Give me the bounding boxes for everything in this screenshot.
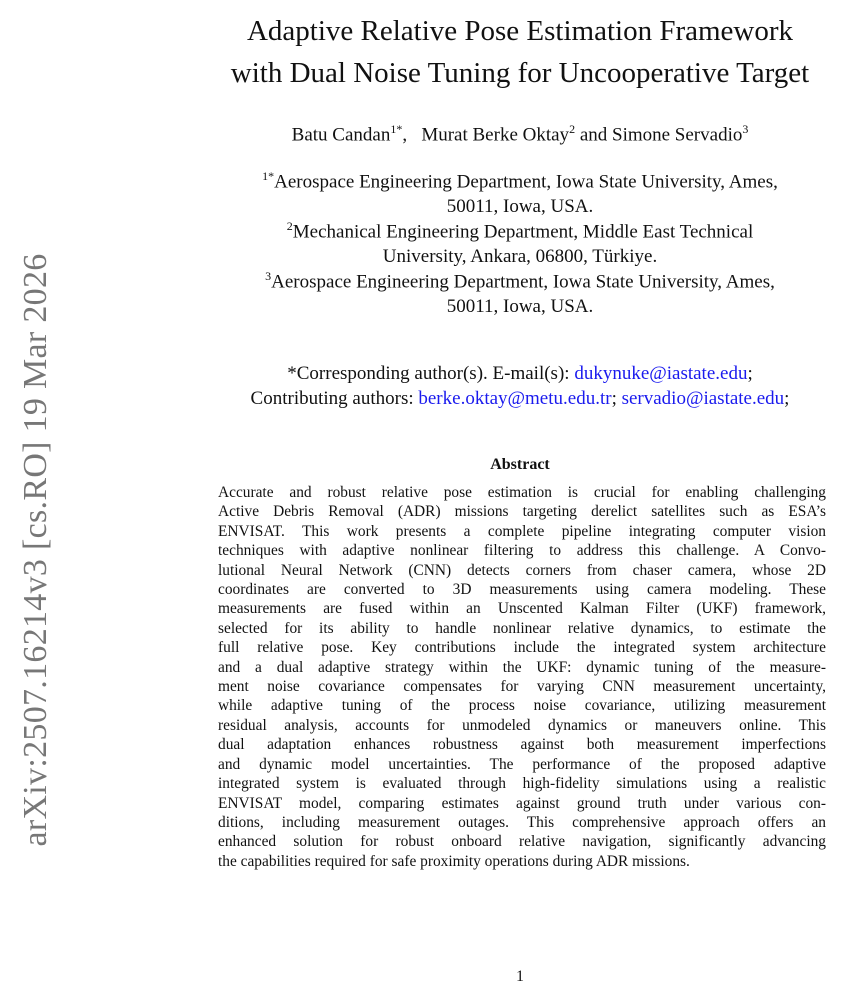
abstract-line: full relative pose. Key contributions include the integrated system architecture bbox=[218, 639, 826, 657]
affiliation bbox=[200, 264, 840, 319]
abstract-line: ENVISAT model, comparing estimates against ground truth under various con- bbox=[218, 794, 826, 812]
affiliation-mark: 1* bbox=[262, 169, 275, 183]
abstract-line: dual adaptation enhances robustness against both measurement imperfections bbox=[218, 736, 826, 754]
affiliation-mark: 2 bbox=[286, 219, 293, 233]
author-separator: , bbox=[402, 124, 408, 146]
contributing-authors-label: Contributing authors: bbox=[250, 388, 414, 409]
correspondence-block bbox=[200, 361, 840, 411]
affiliation bbox=[200, 164, 840, 219]
affiliation-mark: 3 bbox=[265, 269, 272, 283]
abstract-line: and dynamic model uncertainties. The performance of the proposed adaptive bbox=[218, 755, 826, 773]
abstract-line: selected for its ability to handle nonlinear relative dynamics, to estimate the bbox=[218, 619, 826, 637]
abstract-line: lutional Neural Network (CNN) detects corners from chaser camera, whose 2D bbox=[218, 561, 826, 579]
abstract-line: while adaptive tuning of the process noise covariance, utilizing measurement bbox=[218, 697, 826, 715]
affiliation-line: University, Ankara, 06800, Türkiye. bbox=[382, 246, 658, 268]
author-name: Batu Candan bbox=[291, 124, 391, 146]
abstract-line: ENVISAT. This work presents a complete pipeline integrating computer vision bbox=[218, 522, 826, 540]
contributing-email-link[interactable]: berke.oktay@metu.edu.tr bbox=[418, 388, 612, 409]
arxiv-identifier-stamp: arXiv:2507.16214v3 [cs.RO] 19 Mar 2026 bbox=[17, 253, 54, 847]
abstract-heading: Abstract bbox=[490, 456, 550, 473]
email-separator: ; bbox=[611, 388, 617, 409]
author-name: Murat Berke Oktay bbox=[421, 124, 570, 146]
paper-title-line-2: with Dual Noise Tuning for Uncooperative Target bbox=[230, 57, 810, 89]
abstract-line: the capabilities required for safe proximity operations during ADR missions. bbox=[218, 852, 690, 870]
abstract-line: Accurate and robust relative pose estimation is crucial for enabling challenging bbox=[218, 484, 826, 501]
affiliation-line: Aerospace Engineering Department, Iowa State University, Ames, bbox=[274, 171, 778, 193]
abstract-line: techniques with adaptive nonlinear filtering to address this challenge. A Convo- bbox=[218, 542, 826, 560]
author-name: Simone Servadio bbox=[612, 124, 743, 146]
author-separator: and bbox=[579, 124, 608, 146]
affiliation-line: Mechanical Engineering Department, Middle East Technical bbox=[292, 221, 754, 243]
abstract-line: enhanced solution for robust onboard relative navigation, significantly advancing bbox=[218, 833, 826, 851]
contributing-email-link[interactable]: servadio@iastate.edu bbox=[621, 388, 785, 409]
abstract-line: measurements are fused within an Unscented Kalman Filter (UKF) framework, bbox=[218, 600, 826, 618]
abstract-line: coordinates are converted to 3D measurements using camera modeling. These bbox=[218, 581, 826, 599]
page-number: 1 bbox=[516, 968, 524, 985]
affiliation-line: 50011, Iowa, USA. bbox=[446, 296, 594, 318]
paper-title-line-1: Adaptive Relative Pose Estimation Framework bbox=[246, 15, 794, 47]
abstract-line: Active Debris Removal (ADR) missions targeting derelict satellites such as ESA’s bbox=[218, 503, 826, 521]
affiliation-line: Aerospace Engineering Department, Iowa State University, Ames, bbox=[271, 271, 775, 293]
email-separator: ; bbox=[747, 363, 753, 384]
author-affiliation-mark: 1* bbox=[390, 122, 403, 136]
abstract-line: ment noise covariance compensates for varying CNN measurement uncertainty, bbox=[218, 678, 826, 696]
corresponding-email-link[interactable]: dukynuke@iastate.edu bbox=[574, 363, 748, 384]
abstract-line: ditions, including measurement outages. This comprehensive approach offers an bbox=[218, 813, 826, 831]
affiliation-line: 50011, Iowa, USA. bbox=[446, 196, 594, 218]
author-affiliation-mark: 2 bbox=[569, 122, 576, 136]
abstract-line: integrated system is evaluated through high-fidelity simulations using a realistic bbox=[218, 775, 826, 793]
paper-title bbox=[200, 10, 840, 94]
email-separator: ; bbox=[784, 388, 790, 409]
abstract-body bbox=[218, 483, 826, 871]
affiliation bbox=[200, 214, 840, 269]
corresponding-author-label: *Corresponding author(s). E-mail(s): bbox=[287, 363, 570, 384]
abstract-line: residual analysis, accounts for unmodeled dynamics or maneuvers online. This bbox=[218, 716, 826, 734]
author-list bbox=[200, 122, 840, 146]
author-affiliation-mark: 3 bbox=[742, 122, 749, 136]
abstract-line: and a dual adaptive strategy within the UKF: dynamic tuning of the measure- bbox=[218, 658, 826, 676]
